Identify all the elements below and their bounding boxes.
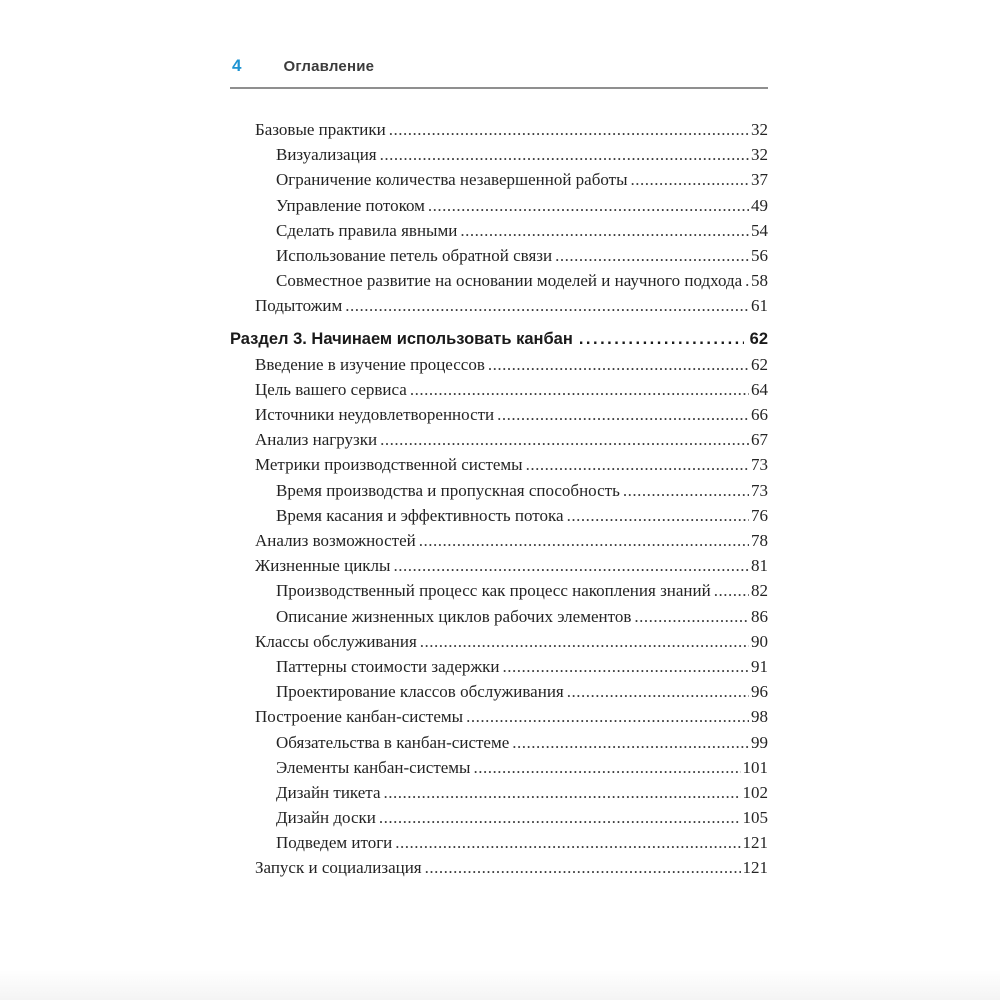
entry-title: Управление потоком [276,195,425,215]
dot-leader [579,330,744,349]
toc-entry [230,380,768,405]
dot-leader [555,246,749,266]
toc-entry [230,296,768,321]
entry-page-number: 78 [751,531,768,550]
entry-title: Введение в изучение процессов [255,354,485,374]
toc-entry [230,120,768,145]
toc-entry [230,271,768,296]
entry-title: Подведем итоги [276,833,393,853]
toc-entry [230,858,768,883]
toc-entry [230,145,768,170]
entry-title: Время производства и пропускная способность [276,480,620,500]
toc-entry [230,783,768,808]
entry-page-number: 58 [751,271,768,291]
entry-title: Классы обслуживания [255,631,417,651]
entry-page-number: 90 [751,631,768,651]
entry-title: Цель вашего сервиса [255,379,407,399]
dot-leader [526,455,749,475]
entry-page-number: 49 [751,195,768,215]
dot-leader [420,632,749,652]
toc-entry [230,531,768,556]
toc-entry [230,556,768,581]
entry-title: Описание жизненных циклов рабочих элементов [276,606,632,626]
entry-title: Метрики производственной системы [255,455,523,475]
toc-entry [230,196,768,221]
entry-title: Дизайн доски [276,808,376,828]
dot-leader [380,145,749,165]
entry-title: Источники неудовлетворенности [255,405,495,425]
entry-page-number: 91 [751,656,768,676]
entry-page-number: 62 [751,354,768,374]
entry-title: Паттерны стоимости задержки [276,656,500,676]
entry-title: Анализ нагрузки [255,430,378,450]
entry-page-number: 73 [751,455,768,475]
entry-title: Жизненные циклы [255,556,391,576]
entry-page-number: 61 [751,296,768,316]
toc-entry [230,581,768,606]
page-number: 4 [232,56,242,75]
dot-leader [419,531,749,551]
entry-title: Раздел 3. Начинаем использовать канбан [230,329,573,348]
toc-entry [230,682,768,707]
dot-leader [393,556,749,576]
entry-title: Анализ возможностей [255,531,416,550]
dot-leader [714,581,749,601]
dot-leader [497,405,749,425]
dot-leader [395,833,740,853]
dot-leader [631,170,749,190]
entry-title: Построение канбан-системы [255,707,464,727]
entry-title: Обязательства в канбан-системе [276,732,510,752]
toc-entry [230,355,768,380]
entry-page-number: 105 [742,808,768,828]
entry-page-number: 82 [751,581,768,601]
dot-leader [460,221,749,241]
toc-entry [230,707,768,732]
entry-page-number: 99 [751,732,768,752]
toc-entry [230,221,768,246]
entry-page-number: 56 [751,245,768,265]
page-content [230,56,768,884]
dot-leader [384,783,741,803]
dot-leader [473,758,740,778]
running-head-title: Оглавление [283,58,375,75]
entry-page-number: 37 [751,170,768,190]
entry-page-number: 121 [742,858,768,878]
entry-title: Подытожим [255,296,343,316]
dot-leader [380,430,749,450]
toc-entry [230,405,768,430]
dot-leader [345,296,749,316]
toc-list [230,120,768,884]
dot-leader [634,607,749,627]
toc-entry [230,758,768,783]
dot-leader [623,481,749,501]
toc-entry [230,607,768,632]
dot-leader [502,657,749,677]
running-head [230,56,768,76]
dot-leader [389,120,749,140]
toc-entry [230,833,768,858]
dot-leader [379,808,741,828]
toc-entry [230,733,768,758]
entry-page-number: 32 [751,145,768,165]
entry-title: Запуск и социализация [255,858,422,878]
entry-page-number: 101 [742,757,768,777]
entry-page-number: 81 [751,556,768,576]
entry-title: Проектирование классов обслуживания [276,682,564,702]
toc-entry [230,506,768,531]
entry-page-number: 62 [749,329,768,348]
dot-leader [567,682,749,702]
toc-entry [230,808,768,833]
dot-leader [425,858,741,878]
entry-page-number: 98 [751,707,768,727]
entry-page-number: 66 [751,405,768,425]
entry-title: Производственный процесс как процесс накопления знаний [276,581,711,601]
toc-entry [230,246,768,271]
entry-title: Использование петель обратной связи [276,245,553,265]
entry-page-number: 76 [751,505,768,525]
toc-entry [230,330,768,355]
entry-title: Время касания и эффективность потока [276,505,564,525]
entry-page-number: 32 [751,120,768,139]
entry-title: Визуализация [276,145,377,165]
toc-entry [230,455,768,480]
header-rule [230,87,768,89]
entry-page-number: 67 [751,430,768,450]
dot-leader [466,707,749,727]
entry-title: Дизайн тикета [276,782,381,802]
dot-leader [512,733,749,753]
entry-title: Базовые практики [255,120,386,139]
entry-page-number: 73 [751,480,768,500]
entry-page-number: 102 [742,782,768,802]
entry-title: Сделать правила явными [276,220,458,240]
toc-entry [230,657,768,682]
dot-leader [488,355,749,375]
toc-entry [230,170,768,195]
entry-page-number: 96 [751,682,768,702]
entry-title: Ограничение количества незавершенной работы [276,170,628,190]
entry-page-number: 64 [751,379,768,399]
entry-page-number: 86 [751,606,768,626]
toc-entry [230,481,768,506]
dot-leader [428,196,749,216]
dot-leader [567,506,749,526]
dot-leader [410,380,749,400]
entry-page-number: 54 [751,220,768,240]
toc-entry [230,430,768,455]
toc-entry [230,632,768,657]
entry-page-number: 121 [742,833,768,853]
entry-title: Элементы канбан-системы [276,757,471,777]
entry-title: Совместное развитие на основании моделей и научного подхода [276,271,743,291]
